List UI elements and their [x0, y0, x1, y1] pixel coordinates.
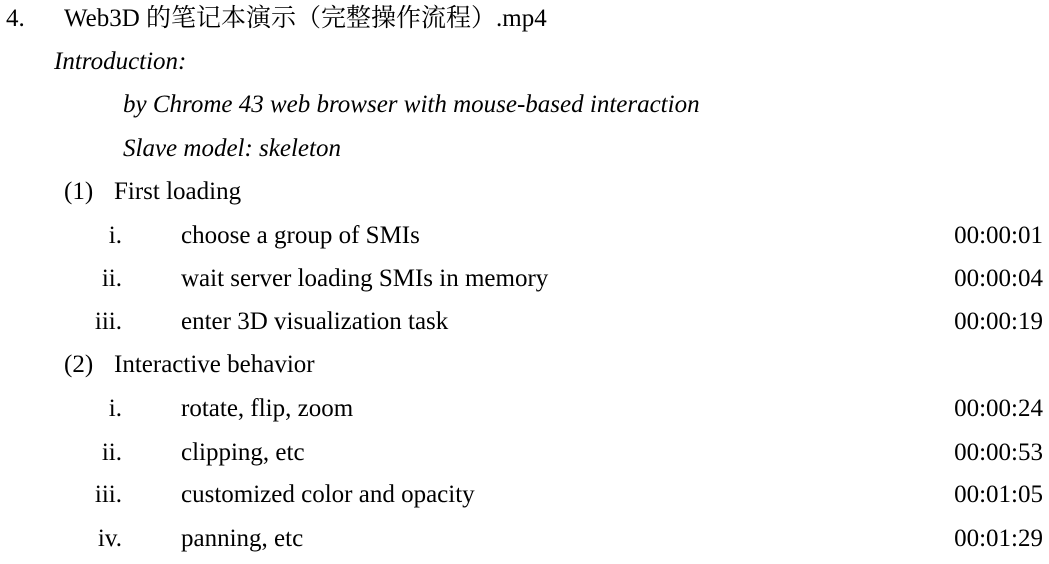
heading-title: Web3D 的笔记本演示（完整操作流程）.mp4: [64, 5, 547, 32]
timestamp: 00:00:01: [954, 222, 1043, 249]
roman-numeral: iii.: [94, 481, 122, 508]
timestamp: 00:00:24: [954, 395, 1043, 422]
item-text: clipping, etc: [181, 439, 305, 466]
item-text: rotate, flip, zoom: [181, 395, 354, 422]
introduction-line-browser: by Chrome 43 web browser with mouse-based interaction: [123, 91, 700, 118]
heading-number: 4.: [6, 5, 25, 32]
section-number: (1): [64, 178, 94, 205]
roman-numeral: i.: [108, 395, 122, 422]
item-text: choose a group of SMIs: [181, 222, 420, 249]
roman-numeral: i.: [108, 222, 122, 249]
roman-numeral: iv.: [97, 525, 122, 552]
item-text: panning, etc: [181, 525, 304, 552]
item-text: enter 3D visualization task: [181, 308, 449, 335]
introduction-label: Introduction:: [54, 48, 187, 75]
timestamp: 00:00:04: [954, 265, 1043, 292]
introduction-line-model: Slave model: skeleton: [123, 135, 341, 162]
roman-numeral: ii.: [101, 265, 122, 292]
section-number: (2): [64, 351, 94, 378]
section-title: Interactive behavior: [114, 351, 315, 378]
timestamp: 00:01:29: [954, 525, 1043, 552]
timestamp: 00:00:53: [954, 439, 1043, 466]
item-text: customized color and opacity: [181, 481, 475, 508]
item-text: wait server loading SMIs in memory: [181, 265, 549, 292]
section-title: First loading: [114, 178, 242, 205]
timestamp: 00:00:19: [954, 308, 1043, 335]
timestamp: 00:01:05: [954, 481, 1043, 508]
roman-numeral: iii.: [94, 308, 122, 335]
roman-numeral: ii.: [101, 439, 122, 466]
